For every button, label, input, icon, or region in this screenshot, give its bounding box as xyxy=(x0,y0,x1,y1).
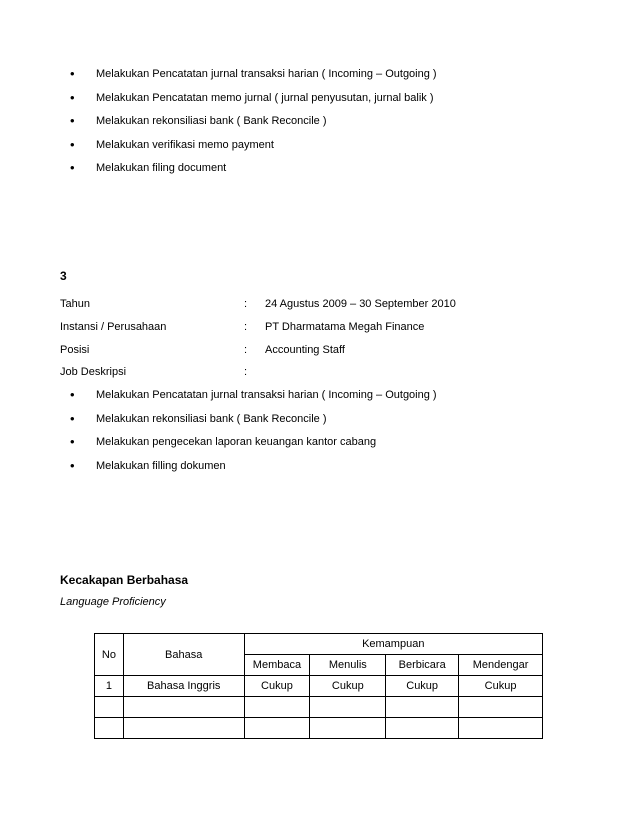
table-cell xyxy=(310,718,386,739)
entry-number: 3 xyxy=(60,269,67,283)
table-cell xyxy=(244,718,310,739)
bullet-icon: • xyxy=(70,410,75,426)
table-cell xyxy=(459,718,543,739)
list-item xyxy=(0,412,638,436)
table-row xyxy=(95,676,543,697)
bullet-icon: • xyxy=(70,387,75,402)
info-value: Accounting Staff xyxy=(265,344,345,356)
list-item-text: Melakukan filing document xyxy=(96,162,227,174)
info-label: Job Deskripsi xyxy=(60,366,127,378)
list-item xyxy=(0,161,638,185)
bullet-icon: • xyxy=(70,66,75,81)
list-item-text: Melakukan Pencatatan memo jurnal ( jurnal penyusutan, jurnal balik ) xyxy=(96,91,434,104)
table-cell xyxy=(95,697,124,718)
info-colon: : xyxy=(244,366,248,378)
table-cell xyxy=(459,697,543,718)
list-item xyxy=(0,67,638,91)
table-row xyxy=(95,697,543,718)
header-skill: Membaca xyxy=(244,655,310,676)
info-label: Tahun xyxy=(60,298,90,310)
job-description-list xyxy=(0,388,638,482)
table-cell: Bahasa Inggris xyxy=(123,676,244,697)
list-item-text: Melakukan verifikasi memo payment xyxy=(96,138,274,151)
table-cell xyxy=(244,697,310,718)
table-cell: Cukup xyxy=(459,676,543,697)
list-item-text: Melakukan Pencatatan jurnal transaksi harian ( Incoming – Outgoing ) xyxy=(96,68,437,80)
table-cell: Cukup xyxy=(244,676,310,697)
info-colon: : xyxy=(244,298,248,310)
list-item-text: Melakukan pengecekan laporan keuangan kantor cabang xyxy=(96,436,377,448)
list-item-text: Melakukan rekonsiliasi bank ( Bank Reconcile ) xyxy=(96,115,327,127)
table-cell: 1 xyxy=(95,676,124,697)
list-item-text: Melakukan filling dokumen xyxy=(96,459,226,472)
list-item xyxy=(0,138,638,162)
bullet-icon: • xyxy=(70,434,75,449)
section-heading: Kecakapan Berbahasa xyxy=(60,573,189,587)
info-value: PT Dharmatama Megah Finance xyxy=(265,321,425,333)
list-item-text: Melakukan rekonsiliasi bank ( Bank Reconcile ) xyxy=(96,412,327,425)
info-label: Posisi xyxy=(60,344,90,356)
bullet-icon: • xyxy=(70,89,75,105)
header-skill: Berbicara xyxy=(386,655,459,676)
info-colon: : xyxy=(244,344,248,356)
table-cell xyxy=(123,718,244,739)
bullet-icon: • xyxy=(70,136,75,152)
header-language: Bahasa xyxy=(123,634,244,676)
header-skill: Mendengar xyxy=(459,655,543,676)
language-table xyxy=(94,633,543,739)
table-cell: Cukup xyxy=(310,676,386,697)
table-cell xyxy=(95,718,124,739)
list-item xyxy=(0,114,638,138)
table-cell xyxy=(386,718,459,739)
table-row xyxy=(95,718,543,739)
info-colon: : xyxy=(244,321,248,333)
list-item xyxy=(0,91,638,115)
bullet-icon: • xyxy=(70,160,75,175)
list-item-text: Melakukan Pencatatan jurnal transaksi harian ( Incoming – Outgoing ) xyxy=(96,389,437,401)
table-header-row xyxy=(95,634,543,655)
info-label: Instansi / Perusahaan xyxy=(60,321,167,333)
info-value: 24 Agustus 2009 – 30 September 2010 xyxy=(265,298,456,310)
table-cell xyxy=(123,697,244,718)
table-cell xyxy=(386,697,459,718)
work-tasks-list xyxy=(0,67,638,185)
list-item xyxy=(0,435,638,459)
bullet-icon: • xyxy=(70,457,75,473)
header-no: No xyxy=(95,634,124,676)
table-cell: Cukup xyxy=(386,676,459,697)
list-item xyxy=(0,459,638,483)
header-ability-group: Kemampuan xyxy=(244,634,543,655)
section-subheading: Language Proficiency xyxy=(60,596,166,608)
header-skill: Menulis xyxy=(310,655,386,676)
bullet-icon: • xyxy=(70,113,75,128)
list-item xyxy=(0,388,638,412)
table-cell xyxy=(310,697,386,718)
